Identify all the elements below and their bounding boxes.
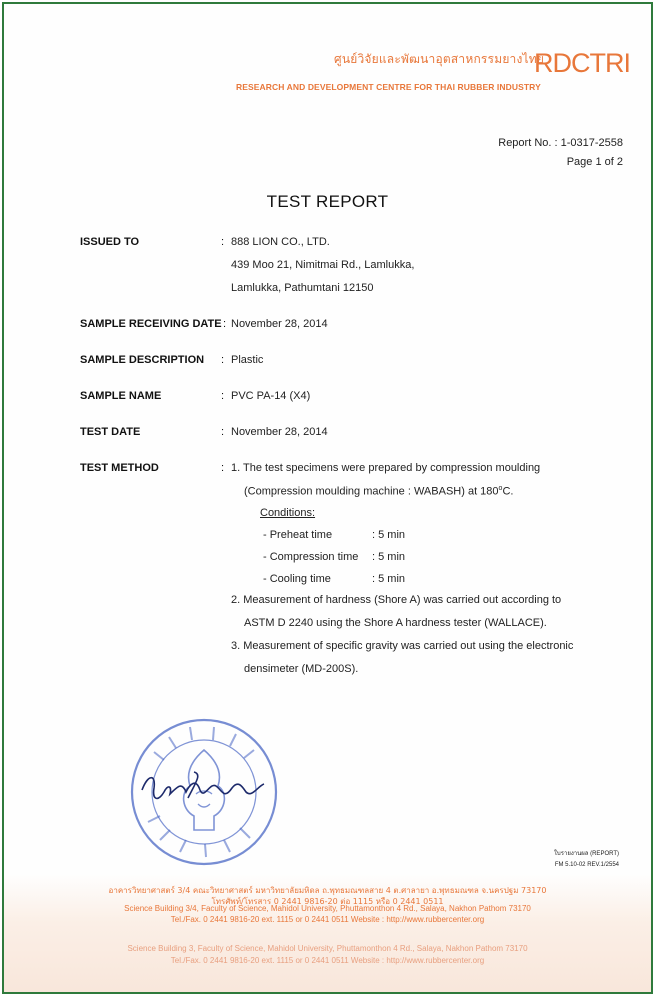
form-label: ใบรายงานผล (REPORT) <box>554 851 619 857</box>
condition-value: : 5 min <box>372 551 406 563</box>
colon: : <box>221 354 225 366</box>
method-item-2-line-2: ASTM D 2240 using the Shore A hardness tester (WALLACE). <box>244 617 547 629</box>
receiving-date-label: SAMPLE RECEIVING DATE <box>80 318 222 330</box>
colon: : <box>221 236 225 248</box>
colon: : <box>221 390 225 402</box>
description-value: Plastic <box>231 354 264 366</box>
condition-value: : 5 min <box>372 529 406 541</box>
description-label: SAMPLE DESCRIPTION <box>80 354 205 366</box>
sample-name-value: PVC PA-14 (X4) <box>231 390 311 402</box>
issued-to-label: ISSUED TO <box>80 236 140 248</box>
form-number: FM 5.10-02 REV.1/2554 <box>554 862 619 868</box>
condition-name: - Cooling time <box>263 573 331 585</box>
rdctri-logo: RDCTRI <box>534 48 630 78</box>
issued-to-line-2: 439 Moo 21, Nimitmai Rd., Lamlukka, <box>231 259 415 271</box>
report-title: TEST REPORT <box>266 192 389 211</box>
colon: : <box>221 462 225 474</box>
issued-to-line-3: Lamlukka, Pathumtani 12150 <box>231 282 374 294</box>
issued-to-line-1: 888 LION CO., LTD. <box>231 236 330 248</box>
method-item-1-line-1: 1. The test specimens were prepared by compression moulding <box>231 462 541 474</box>
condition-value: : 5 min <box>372 573 406 585</box>
conditions-label: Conditions: <box>260 507 316 519</box>
receiving-date-value: November 28, 2014 <box>231 318 328 330</box>
method-item-2-line-1: 2. Measurement of hardness (Shore A) was carried out according to <box>231 594 562 606</box>
sample-name-label: SAMPLE NAME <box>80 390 162 402</box>
test-method-label: TEST METHOD <box>80 462 159 474</box>
footer-contact-english-2: Tel./Fax. 0 2441 9816-20 ext. 1115 or 0 2441 0511 Website : http://www.rubbercenter.org <box>170 956 485 965</box>
footer-address-thai: อาคารวิทยาศาสตร์ 3/4 คณะวิทยาศาสตร์ มหาวิทยาลัยมหิดล ถ.พุทธมณฑลสาย 4 ต.ศาลายา อ.พุทธมณฑล จ.นครปฐม 73170 <box>108 886 547 895</box>
condition-name: - Preheat time <box>263 529 333 541</box>
colon: : <box>221 426 225 438</box>
institution-thai-name: ศูนย์วิจัยและพัฒนาอุตสาหกรรมยางไทย <box>334 52 545 66</box>
colon: : <box>223 318 227 330</box>
report-number: Report No. : 1-0317-2558 <box>498 137 623 149</box>
document-page <box>2 2 653 994</box>
footer-address-english: Science Building 3/4, Faculty of Science, Mahidol University, Phuttamonthon 4 Rd., Salaya, Nakhon Pathom 73170 <box>124 904 531 913</box>
method-item-1-line-2: (Compression moulding machine : WABASH) at 180$^o$C. <box>244 485 514 498</box>
footer-contact-english: Tel./Fax. 0 2441 9816-20 ext. 1115 or 0 2441 0511 Website : http://www.rubbercenter.org <box>170 915 485 924</box>
condition-name: - Compression time <box>263 551 359 563</box>
footer-phone-thai: โทรศัพท์/โทรสาร 0 2441 9816-20 ต่อ 1115 หรือ 0 2441 0511 <box>211 897 444 906</box>
footer-address-english-2: Science Building 3, Faculty of Science, Mahidol University, Phuttamonthon 4 Rd., Salaya, Nakhon Pathom 73170 <box>127 944 528 953</box>
official-seal-stamp <box>124 712 284 872</box>
institution-english-name: RESEARCH AND DEVELOPMENT CENTRE FOR THAI RUBBER INDUSTRY <box>236 82 541 92</box>
test-date-value: November 28, 2014 <box>231 426 328 438</box>
test-date-label: TEST DATE <box>80 426 141 438</box>
page-indicator: Page 1 of 2 <box>566 156 623 168</box>
method-item-3-line-2: densimeter (MD-200S). <box>244 663 359 675</box>
method-item-3-line-1: 3. Measurement of specific gravity was carried out using the electronic <box>231 640 574 652</box>
